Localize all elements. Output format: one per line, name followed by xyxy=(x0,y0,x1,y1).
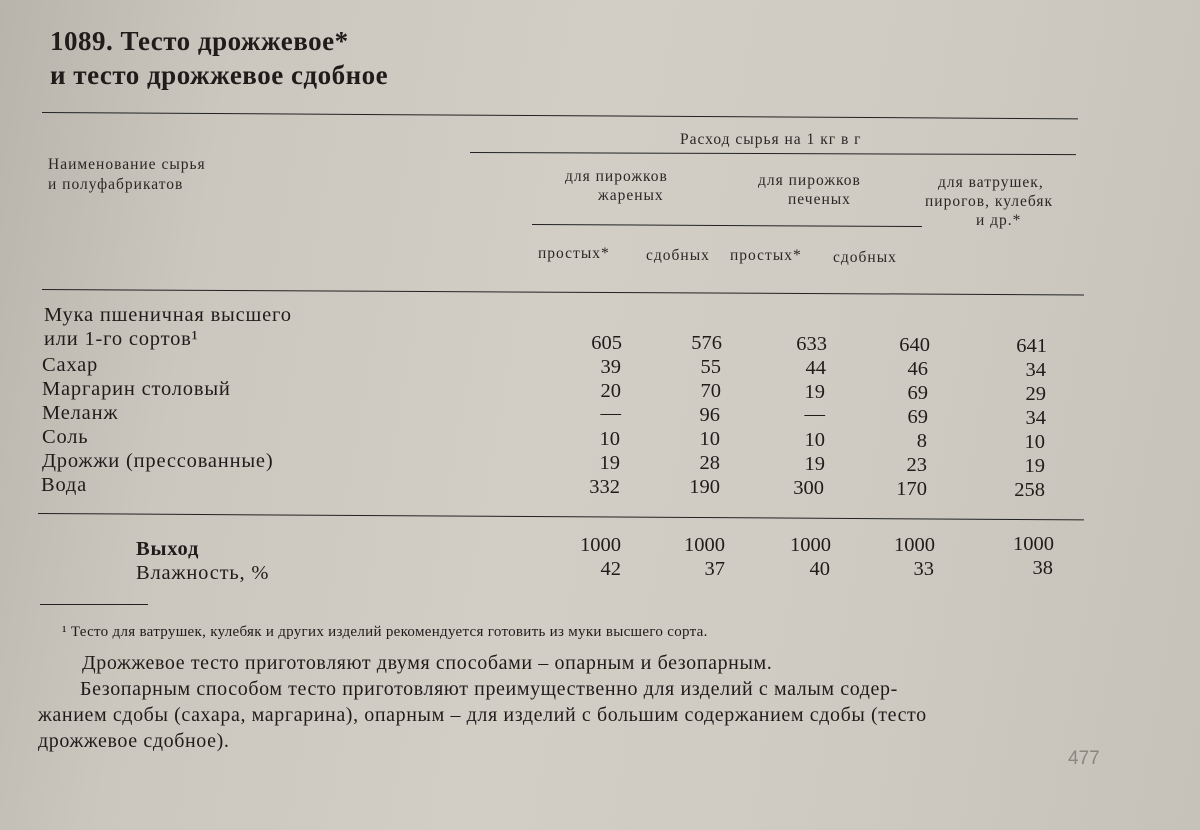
stub-header-line2: и полуфабрикатов xyxy=(48,176,184,193)
subheader-rich-fried: сдобных xyxy=(646,247,710,264)
table-cell: 1000 xyxy=(894,534,935,556)
table-cell: 332 xyxy=(589,476,620,498)
colgroup-other-line2: пирогов, кулебяк xyxy=(925,193,1054,210)
header-bottom-rule xyxy=(42,289,1084,295)
table-cell: 37 xyxy=(704,558,725,580)
table-cell: 29 xyxy=(1025,383,1046,405)
table-cell: 8 xyxy=(916,430,927,452)
table-cell: 34 xyxy=(1025,407,1046,429)
table-cell: 576 xyxy=(691,332,722,354)
table-cell: 19 xyxy=(804,453,825,475)
table-cell: 44 xyxy=(805,357,826,379)
subheader-rule xyxy=(532,224,922,227)
colgroup-fried-line2: жареных xyxy=(598,187,664,204)
table-cell: 641 xyxy=(1016,335,1047,357)
summary-label-yield: Выход xyxy=(136,538,200,560)
paragraph-1: Дрожжевое тесто приготовляют двумя способами – опарным и безопарным. xyxy=(82,652,773,674)
table-cell: 69 xyxy=(907,406,928,428)
paragraph-2-line1: Безопарным способом тесто приготовляют преимущественно для изделий с малым содер- xyxy=(80,678,898,700)
recipe-title-line2: и тесто дрожжевое сдобное xyxy=(50,60,389,90)
table-cell: 1000 xyxy=(580,534,621,556)
table-cell: 258 xyxy=(1014,479,1045,501)
paragraph-2-line2: жанием сдобы (сахара, маргарина), опарным – для изделий с большим содержанием сдобы (тесто xyxy=(38,704,927,726)
subheader-simple-fried: простых* xyxy=(538,245,610,262)
table-cell: 605 xyxy=(591,332,622,354)
table-cell: 633 xyxy=(796,333,827,355)
recipe-title-line1: 1089. Тесто дрожжевое* xyxy=(50,26,349,56)
table-cell: 28 xyxy=(699,452,720,474)
table-cell: 19 xyxy=(804,381,825,403)
table-cell: — xyxy=(804,403,825,425)
table-cell: 1000 xyxy=(790,534,831,556)
table-cell: 10 xyxy=(599,428,620,450)
page-number: 477 xyxy=(1068,748,1100,769)
colgroup-baked-line2: печеных xyxy=(788,191,851,208)
summary-top-rule xyxy=(38,513,1084,520)
table-cell: 10 xyxy=(699,428,720,450)
table-cell: 1000 xyxy=(684,534,725,556)
stub-header-line1: Наименование сырья xyxy=(48,156,206,173)
table-cell: 19 xyxy=(599,452,620,474)
table-cell: 33 xyxy=(913,558,934,580)
colgroup-other-line1: для ватрушек, xyxy=(938,174,1044,191)
group-header-rule xyxy=(470,152,1076,155)
table-cell: 42 xyxy=(600,558,621,580)
table-cell: 38 xyxy=(1032,557,1053,579)
row-name: Мука пшеничная высшего xyxy=(44,304,292,326)
row-name: Дрожжи (прессованные) xyxy=(42,450,274,472)
row-name: Меланж xyxy=(42,402,119,424)
table-cell: 10 xyxy=(804,429,825,451)
table-cell: 640 xyxy=(899,334,930,356)
table-cell: 19 xyxy=(1024,455,1045,477)
colgroup-baked-line1: для пирожков xyxy=(758,172,861,189)
table-cell: 170 xyxy=(896,478,927,500)
table-cell: 55 xyxy=(700,356,721,378)
row-name: или 1-го сортов¹ xyxy=(44,328,199,350)
table-cell: 20 xyxy=(600,380,621,402)
table-cell: 39 xyxy=(600,356,621,378)
table-cell: 34 xyxy=(1025,359,1046,381)
table-cell: 1000 xyxy=(1013,533,1054,555)
subheader-rich-baked: сдобных xyxy=(833,249,897,266)
footnote-rule xyxy=(40,604,148,605)
table-cell: 69 xyxy=(907,382,928,404)
colgroup-other-line3: и др.* xyxy=(976,212,1022,229)
table-cell: 46 xyxy=(907,358,928,380)
summary-label-moisture: Влажность, % xyxy=(136,562,270,584)
table-top-rule xyxy=(42,112,1078,119)
row-name: Соль xyxy=(42,426,89,448)
table-cell: — xyxy=(600,402,621,424)
paragraph-2-line3: дрожжевое сдобное). xyxy=(38,730,230,752)
table-cell: 190 xyxy=(689,476,720,498)
table-cell: 40 xyxy=(809,558,830,580)
group-header: Расход сырья на 1 кг в г xyxy=(680,131,862,148)
table-cell: 300 xyxy=(793,477,824,499)
table-cell: 96 xyxy=(699,404,720,426)
table-cell: 10 xyxy=(1024,431,1045,453)
row-name: Сахар xyxy=(42,354,99,376)
table-cell: 70 xyxy=(700,380,721,402)
footnote: ¹ Тесто для ватрушек, кулебяк и других изделий рекомендуется готовить из муки высшего сорта. xyxy=(62,624,708,640)
table-cell: 23 xyxy=(906,454,927,476)
colgroup-fried-line1: для пирожков xyxy=(565,168,668,185)
row-name: Маргарин столовый xyxy=(42,378,231,400)
row-name: Вода xyxy=(41,474,88,496)
subheader-simple-baked: простых* xyxy=(730,247,802,264)
